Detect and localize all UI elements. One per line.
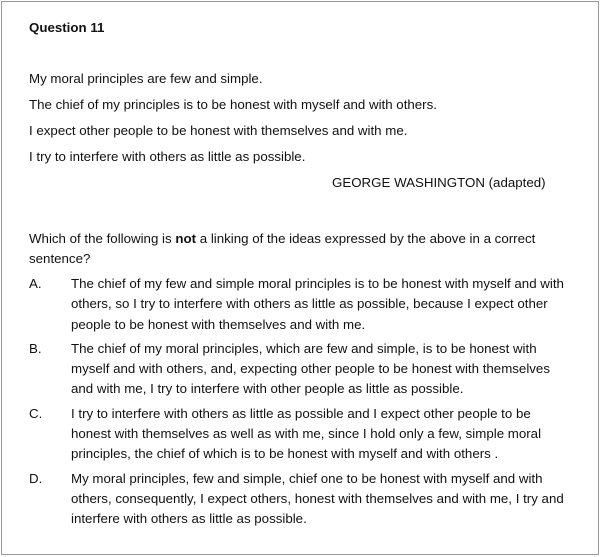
- stem-emphasis: not: [175, 231, 197, 246]
- option-letter: B.: [29, 340, 42, 356]
- option-text: The chief of my few and simple moral principles is to be honest with myself and with others, so I try to interfere with others as little as possible, because I expect other people to be honest with themselves and with me.: [71, 276, 564, 332]
- question-stem: [29, 229, 576, 269]
- option-c: [29, 404, 576, 465]
- stem-after: a linking of the ideas expressed by the above in a correct sentence?: [29, 231, 536, 266]
- option-text: My moral principles, few and simple, chief one to be honest with myself and with others, consequently, I expect others, honest with themselves and with me, I try and interfere with others as little as possible.: [71, 470, 564, 527]
- quote-line-2: The chief of my principles is to be honest with myself and with others.: [29, 97, 437, 112]
- quote-block: [29, 69, 576, 193]
- option-text: I try to interfere with others as little as possible and I expect other people to be honest with themselves as well as with me, since I hold only a few, simple moral principles, the chief of which is to be honest with myself and with others .: [71, 405, 542, 462]
- option-a: [29, 274, 576, 335]
- quote-line-4: I try to interfere with others as little as possible.: [29, 149, 306, 164]
- quote-attribution: GEORGE WASHINGTON (adapted): [332, 175, 546, 190]
- quote-line-3: I expect other people to be honest with themselves and with me.: [29, 123, 408, 138]
- document-page: [1, 1, 599, 555]
- option-d: [29, 469, 576, 530]
- option-text: The chief of my moral principles, which are few and simple, is to be honest with myself and with others, and, expecting other people to be honest with themselves and with me, I try to interfere with other people as little as possible.: [71, 340, 550, 397]
- option-b: [29, 339, 576, 400]
- option-letter: D.: [29, 470, 43, 486]
- option-letter: C.: [29, 405, 43, 421]
- question-title: Question 11: [29, 20, 105, 35]
- option-letter: A.: [29, 276, 42, 291]
- quote-line-1: My moral principles are few and simple.: [29, 71, 263, 86]
- answer-options: [29, 274, 576, 530]
- stem-before: Which of the following is: [29, 231, 176, 246]
